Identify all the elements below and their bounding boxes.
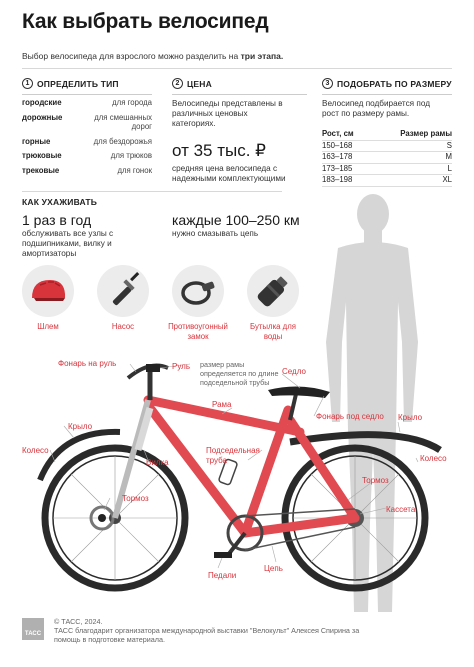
label-saddle: Седло xyxy=(282,367,306,376)
label-pedals: Педали xyxy=(208,571,237,580)
step-price-heading: 2 ЦЕНА xyxy=(172,78,307,89)
label-fender-front: Крыло xyxy=(68,422,93,431)
accessory-label: Противоугонный замок xyxy=(168,322,228,341)
table-row: 173–185 L xyxy=(322,164,452,176)
care-yearly: 1 раз в год xyxy=(22,212,92,228)
label-brake-front: Тормоз xyxy=(122,494,149,503)
care-heading: КАК УХАЖИВАТЬ xyxy=(22,197,98,207)
care-chain: каждые 100–250 км xyxy=(172,212,300,228)
price-note: средняя цена велосипеда с надежными комплектующими xyxy=(172,164,286,183)
label-handlebar: Руль xyxy=(172,362,190,371)
table-row: 150–168 S xyxy=(322,141,452,153)
label-fender-rear: Крыло xyxy=(398,413,423,422)
divider xyxy=(22,68,452,69)
step-type-heading: 1 ОПРЕДЕЛИТЬ ТИП xyxy=(22,78,152,89)
label-chain: Цепь xyxy=(264,564,283,573)
pump-icon xyxy=(97,265,149,317)
size-table xyxy=(322,129,452,187)
step-size xyxy=(322,78,452,187)
accessory-label: Насос xyxy=(111,322,135,331)
type-row: городские для города xyxy=(22,98,152,107)
step-price xyxy=(172,78,307,184)
helmet-icon xyxy=(22,265,74,317)
divider xyxy=(22,191,282,192)
label-fork: Вилка xyxy=(146,458,169,467)
frame-size-note: размер рамы определяется по длине подседельной трубы xyxy=(200,360,279,387)
label-wheel-front: Колесо xyxy=(22,446,49,455)
table-row: 183–198 XL xyxy=(322,175,452,187)
price-text: Велосипеды представлены в различных ценовых категориях. xyxy=(172,99,283,128)
intro-text: Выбор велосипеда для взрослого можно разделить на три этапа. xyxy=(22,51,284,61)
accessory-label: Шлем xyxy=(37,322,59,331)
step-number: 3 xyxy=(322,78,333,89)
bicycle-illustration xyxy=(0,350,474,600)
bottle-icon xyxy=(247,265,299,317)
label-brake-rear: Тормоз xyxy=(362,476,389,485)
step-type xyxy=(22,78,152,175)
type-row: трюковые для трюков xyxy=(22,151,152,160)
label-frame: Рама xyxy=(212,400,232,409)
label-front-light: Фонарь на руль xyxy=(58,359,117,368)
table-row: 163–178 M xyxy=(322,152,452,164)
size-text: Велосипед подбирается под рост по размеру рамы. xyxy=(322,99,430,118)
page-title: Как выбрать велосипед xyxy=(22,10,269,33)
price-value: от 35 тыс. ₽ xyxy=(172,141,266,160)
type-row: горные для бездорожья xyxy=(22,136,152,146)
lock-icon xyxy=(172,265,224,317)
step-number: 2 xyxy=(172,78,183,89)
label-seat-tube: Подседельная труба xyxy=(206,446,260,465)
type-row: трековые для гонок xyxy=(22,165,152,175)
footer-text: © ТАСС, 2024. ТАСС благодарит организатора международной выставки "Велокульт" Алексея Спирина за помощь в подготовке материала. xyxy=(54,617,360,644)
tass-logo: ТАСС xyxy=(22,618,44,640)
care-yearly-text: обслуживать все узлы с подшипниками, вилку и амортизаторы xyxy=(22,229,114,258)
step-size-heading: 3 ПОДОБРАТЬ ПО РАЗМЕРУ xyxy=(322,78,452,89)
accessory-label: Бутылка для воды xyxy=(250,322,296,341)
care-chain-text: нужно смазывать цепь xyxy=(172,229,259,238)
step-number: 1 xyxy=(22,78,33,89)
type-row: дорожные для смешанных дорог xyxy=(22,112,152,131)
label-wheel-rear: Колесо xyxy=(420,454,447,463)
label-cassette: Кассета xyxy=(386,505,416,514)
label-rear-light: Фонарь под седло xyxy=(316,412,384,421)
size-table-header: Рост, см Размер рамы xyxy=(322,129,452,141)
